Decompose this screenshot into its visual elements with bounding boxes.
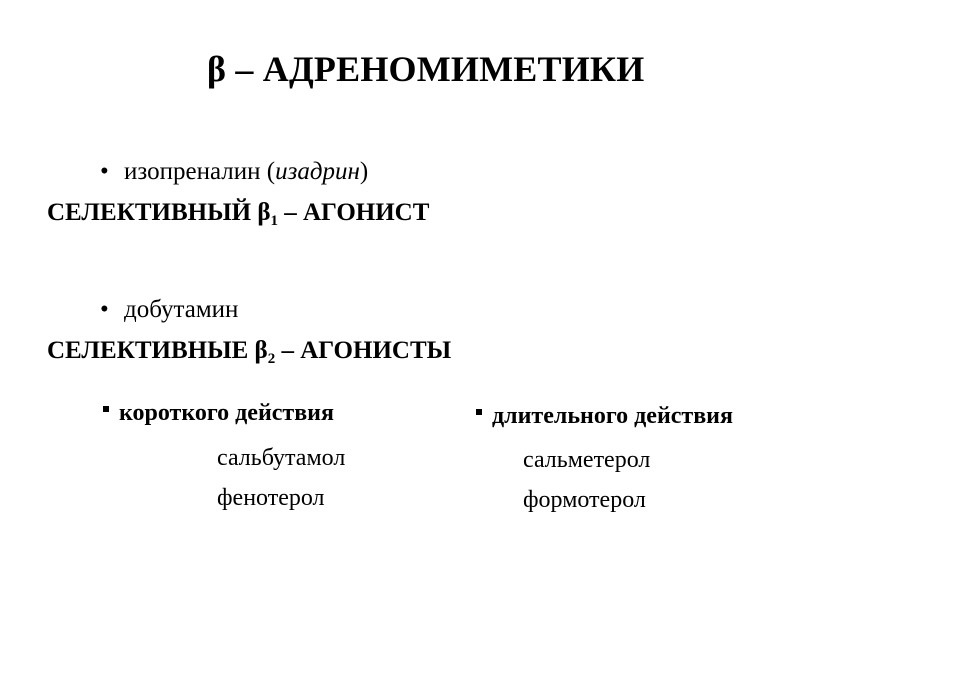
heading-subscript: 2 <box>267 351 276 367</box>
drug-synonym: изадрин <box>275 158 360 185</box>
drug-name: добутамин <box>124 296 239 323</box>
long-acting-header <box>476 403 733 430</box>
page-title: β – АДРЕНОМИМЕТИКИ <box>207 49 645 89</box>
heading-selective-beta1 <box>47 199 429 227</box>
short-acting-header <box>103 400 334 427</box>
long-acting-label: длительного действия <box>492 403 733 429</box>
closing-paren: ) <box>359 158 369 185</box>
bullet-icon: • <box>100 158 109 185</box>
heading-text: СЕЛЕКТИВНЫЕ β <box>47 337 268 364</box>
drug-item: фенотерол <box>217 485 325 511</box>
bullet-icon: • <box>100 296 109 323</box>
heading-subscript: 1 <box>270 213 278 229</box>
list-item-dobutamine <box>100 296 238 324</box>
square-bullet-icon <box>476 409 482 415</box>
heading-selective-beta2 <box>47 337 451 365</box>
heading-text-suffix: – АГОНИСТ <box>278 199 430 226</box>
drug-name: изопреналин ( <box>124 158 276 185</box>
drug-item: сальметерол <box>523 447 651 473</box>
short-acting-label: короткого действия <box>119 400 334 426</box>
drug-item: сальбутамол <box>217 445 346 471</box>
heading-text: СЕЛЕКТИВНЫЙ β <box>47 199 271 226</box>
drug-item: формотерол <box>523 487 646 513</box>
square-bullet-icon <box>103 406 109 412</box>
list-item-isoprenaline <box>100 158 368 186</box>
heading-text-suffix: – АГОНИСТЫ <box>275 337 452 364</box>
